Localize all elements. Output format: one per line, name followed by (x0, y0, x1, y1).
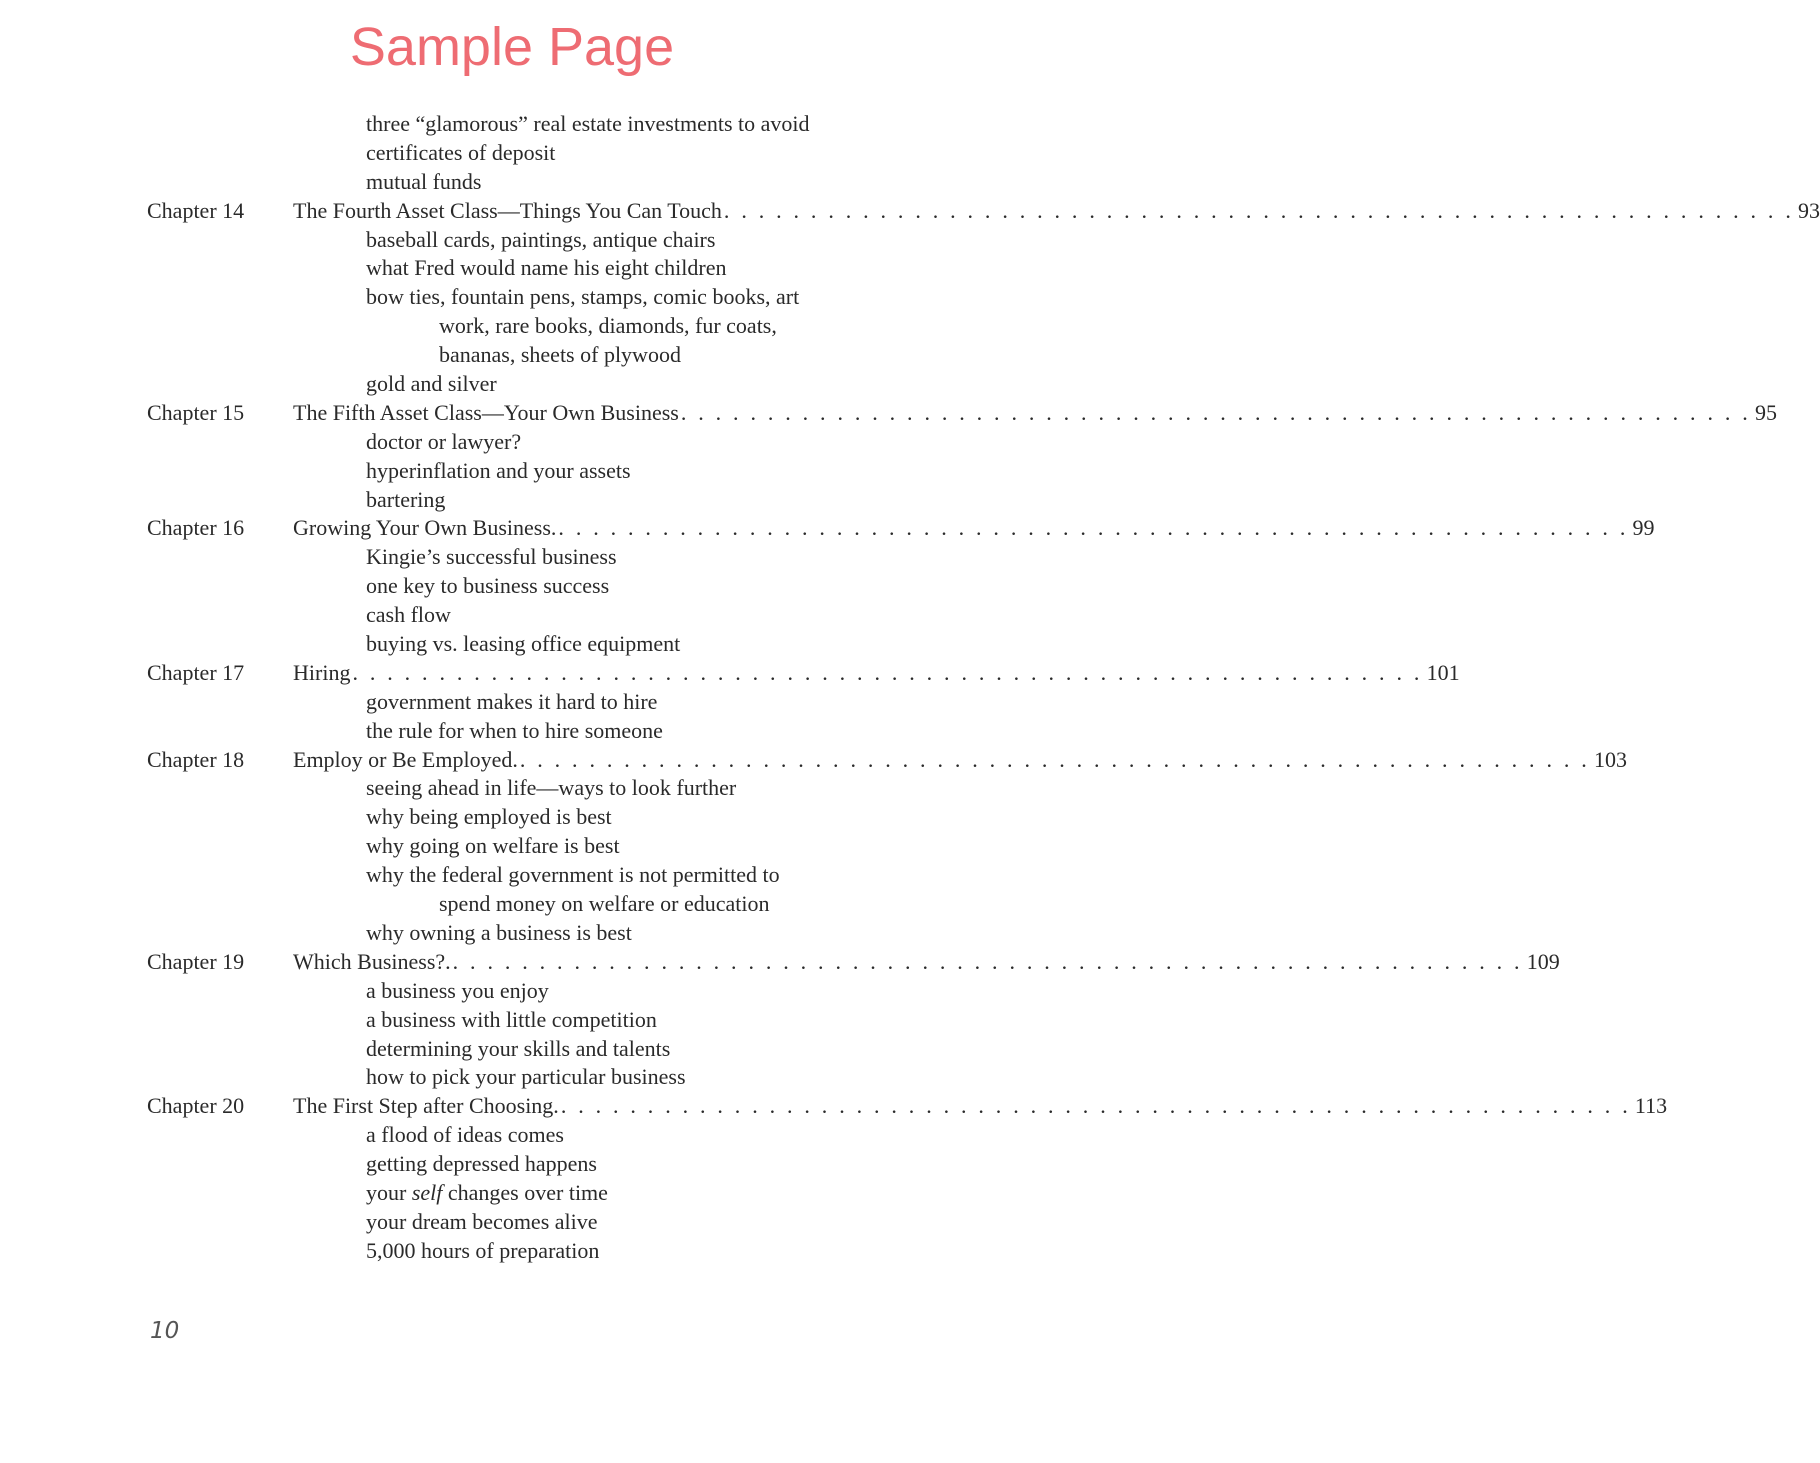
page-number: 93 (1798, 197, 1820, 223)
toc-subitem: gold and silver (366, 371, 497, 397)
list-item (0, 1150, 1024, 1179)
dot-leader: . . . . . . . . . . . . . . . . . . . . . . . . . . . . . . . . . . . . . . . . . . . . . . . . . . . . . . . . . . . . . . (558, 515, 1629, 541)
chapter-label: Chapter 16 (147, 515, 245, 541)
dot-leader: . . . . . . . . . . . . . . . . . . . . . . . . . . . . . . . . . . . . . . . . . . . . . . . . . . . . . . . . . . . . . . (452, 948, 1523, 974)
list-item (0, 110, 1024, 139)
chapter-label: Chapter 20 (147, 1093, 245, 1119)
toc-subitem: seeing ahead in life—ways to look further (366, 775, 737, 801)
list-item (0, 543, 1024, 572)
toc-subitem: buying vs. leasing office equipment (366, 631, 681, 657)
list-item (0, 1035, 1024, 1064)
list-item (0, 630, 1024, 659)
list-item (0, 370, 1024, 399)
list-item (0, 774, 1024, 803)
page-number: 95 (1754, 399, 1777, 425)
list-item (0, 1121, 1024, 1150)
chapter-entry (0, 659, 1460, 688)
list-item (0, 226, 1024, 255)
toc-subitem: 5,000 hours of preparation (366, 1237, 600, 1263)
toc-subitem: doctor or lawyer? (366, 428, 522, 454)
chapter-title: Hiring (293, 659, 351, 685)
toc-subitem: why the federal government is not permitted to (366, 862, 780, 888)
toc-subitem (366, 1179, 608, 1208)
toc-subitem-continued: work, rare books, diamonds, fur coats, (439, 313, 777, 339)
page-number: 101 (1426, 659, 1460, 685)
toc-subitem-continued: bananas, sheets of plywood (439, 342, 681, 368)
chapter-heading (293, 659, 1460, 688)
list-item (0, 572, 1024, 601)
toc-subitem: bartering (366, 486, 446, 512)
chapter-title: Which Business?. (293, 948, 451, 974)
toc-subitem: baseball cards, paintings, antique chairs (366, 226, 716, 252)
toc-subitem: mutual funds (366, 168, 482, 194)
toc-subitem: one key to business success (366, 573, 610, 599)
chapter-entry (0, 197, 1820, 226)
chapter-heading (293, 514, 1655, 543)
list-item (0, 457, 1024, 486)
chapter-title: The Fifth Asset Class—Your Own Business (293, 399, 679, 425)
toc-subitem: determining your skills and talents (366, 1035, 671, 1061)
dot-leader: . . . . . . . . . . . . . . . . . . . . . . . . . . . . . . . . . . . . . . . . . . . . . . . . . . . . . . . . . . . . . . (352, 659, 1423, 685)
chapter-title: The Fourth Asset Class—Things You Can Touch (293, 197, 722, 223)
toc-subitem: getting depressed happens (366, 1151, 597, 1177)
toc-subitem: the rule for when to hire someone (366, 717, 663, 743)
list-item (0, 1208, 1024, 1237)
list-item (0, 283, 1024, 312)
toc-subitem: bow ties, fountain pens, stamps, comic books, art (366, 284, 800, 310)
chapter-title: The First Step after Choosing. (293, 1093, 559, 1119)
list-item (0, 312, 1024, 341)
chapter-title: Employ or Be Employed. (293, 746, 518, 772)
dot-leader: . . . . . . . . . . . . . . . . . . . . . . . . . . . . . . . . . . . . . . . . . . . . . . . . . . . . . . . . . . . . . . (723, 197, 1795, 223)
list-item (0, 977, 1024, 1006)
chapter-heading (293, 1092, 1668, 1121)
chapter-label: Chapter 18 (147, 746, 245, 772)
chapter-entry (0, 514, 1655, 543)
subitem-text: changes over time (447, 1179, 608, 1205)
toc-subitem: your dream becomes alive (366, 1208, 598, 1234)
toc-subitem: why going on welfare is best (366, 833, 620, 859)
sample-page-watermark: Sample Page (349, 17, 675, 77)
list-item (0, 1063, 1024, 1092)
page-number: 113 (1634, 1093, 1668, 1119)
toc-subitem: a business you enjoy (366, 977, 549, 1003)
toc-subitem: why being employed is best (366, 804, 612, 830)
toc-subitem: certificates of deposit (366, 139, 556, 165)
chapter-heading (293, 399, 1777, 428)
list-item (0, 717, 1024, 746)
chapter-label: Chapter 17 (147, 659, 245, 685)
list-item (0, 1006, 1024, 1035)
list-item (0, 139, 1024, 168)
list-item (0, 601, 1024, 630)
chapter-entry (0, 399, 1777, 428)
dot-leader: . . . . . . . . . . . . . . . . . . . . . . . . . . . . . . . . . . . . . . . . . . . . . . . . . . . . . . . . . . . . . . (519, 746, 1590, 772)
toc-subitem: three “glamorous” real estate investments to avoid (366, 111, 810, 136)
list-item (0, 688, 1024, 717)
list-item (0, 428, 1024, 457)
list-item (0, 803, 1024, 832)
chapter-label: Chapter 14 (147, 197, 245, 223)
toc-subitem: a flood of ideas comes (366, 1122, 564, 1148)
page-folio: 10 (150, 1318, 180, 1344)
toc-subitem: government makes it hard to hire (366, 688, 658, 714)
list-item (0, 890, 1024, 919)
chapter-entry (0, 746, 1627, 775)
list-item (0, 1237, 1024, 1266)
chapter-entry (0, 948, 1560, 977)
chapter-label: Chapter 19 (147, 948, 245, 974)
dot-leader: . . . . . . . . . . . . . . . . . . . . . . . . . . . . . . . . . . . . . . . . . . . . . . . . . . . . . . . . . . . . . . (560, 1093, 1631, 1119)
list-item (0, 832, 1024, 861)
list-item (0, 486, 1024, 515)
chapter-heading (293, 948, 1560, 977)
toc-subitem: how to pick your particular business (366, 1064, 686, 1090)
toc-subitem: what Fred would name his eight children (366, 255, 727, 281)
chapter-heading (293, 197, 1820, 226)
list-item (0, 861, 1024, 890)
chapter-title: Growing Your Own Business. (293, 515, 557, 541)
toc-subitem: why owning a business is best (366, 919, 632, 945)
page-number: 103 (1593, 746, 1627, 772)
chapter-label: Chapter 15 (147, 399, 245, 425)
list-item (0, 168, 1024, 197)
page-number: 109 (1526, 948, 1560, 974)
table-of-contents (0, 110, 1820, 1266)
toc-subitem: a business with little competition (366, 1006, 657, 1032)
chapter-entry (0, 1092, 1668, 1121)
toc-subitem: cash flow (366, 602, 451, 628)
page-number: 99 (1632, 515, 1655, 541)
list-item (0, 341, 1024, 370)
dot-leader: . . . . . . . . . . . . . . . . . . . . . . . . . . . . . . . . . . . . . . . . . . . . . . . . . . . . . . . . . . . . . . (680, 399, 1751, 425)
list-item (0, 919, 1024, 948)
chapter-heading (293, 746, 1627, 775)
subitem-text: your (366, 1179, 407, 1205)
toc-subitem-continued: spend money on welfare or education (439, 891, 770, 917)
italic-word: self (411, 1179, 443, 1205)
list-item (0, 1179, 1024, 1208)
toc-subitem: Kingie’s successful business (366, 544, 617, 570)
list-item (0, 254, 1024, 283)
toc-subitem: hyperinflation and your assets (366, 457, 631, 483)
